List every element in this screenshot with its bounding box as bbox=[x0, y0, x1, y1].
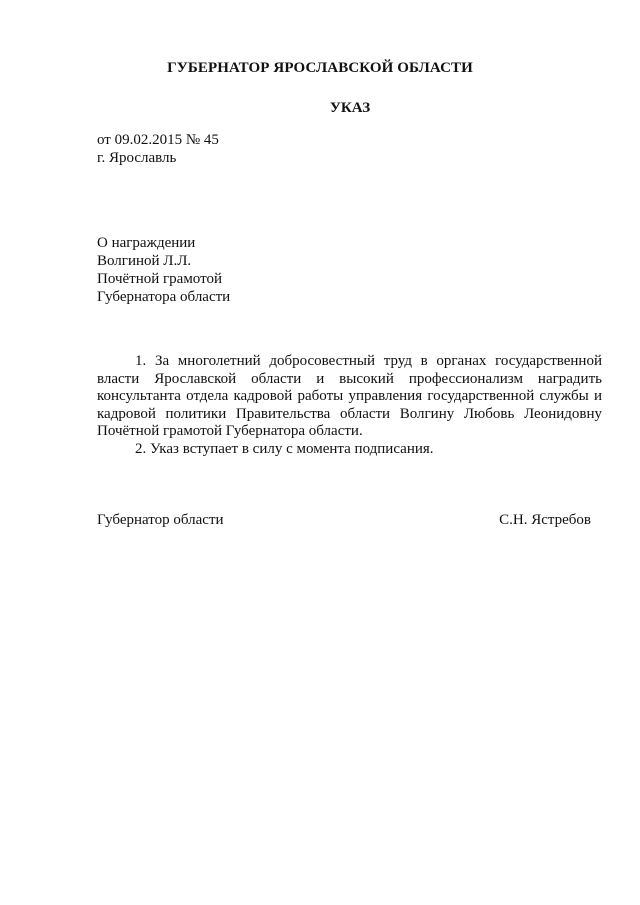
document-meta bbox=[97, 131, 219, 167]
document-type-heading: УКАЗ bbox=[329, 100, 371, 116]
subject-line: Губернатора области bbox=[97, 289, 231, 305]
signatory-position: Губернатор области bbox=[97, 512, 224, 528]
body-paragraph-1: 1. За многолетний добросовестный труд в органах государственной власти Ярославской области и высокий профессионализм наградить консультанта отдела кадровой работы управления государственной службы и кадровой политики Правительства области Волгину Любовь Леонидовну Почётной грамотой Губернатора области. bbox=[97, 353, 602, 439]
document-date-number: от 09.02.2015 № 45 bbox=[97, 132, 219, 148]
subject-line: О награждении bbox=[97, 235, 196, 251]
signature-block bbox=[97, 512, 591, 529]
signatory-name: С.Н. Ястребов bbox=[499, 512, 591, 528]
subject-line: Почётной грамотой bbox=[97, 271, 222, 287]
document-subject bbox=[97, 234, 230, 306]
document-place: г. Ярославль bbox=[97, 150, 177, 166]
subject-line: Волгиной Л.Л. bbox=[97, 253, 192, 269]
document-body bbox=[97, 353, 602, 458]
document-authority-heading: ГУБЕРНАТОР ЯРОСЛАВСКОЙ ОБЛАСТИ bbox=[167, 60, 473, 76]
body-paragraph-2: 2. Указ вступает в силу с момента подписания. bbox=[135, 440, 434, 457]
